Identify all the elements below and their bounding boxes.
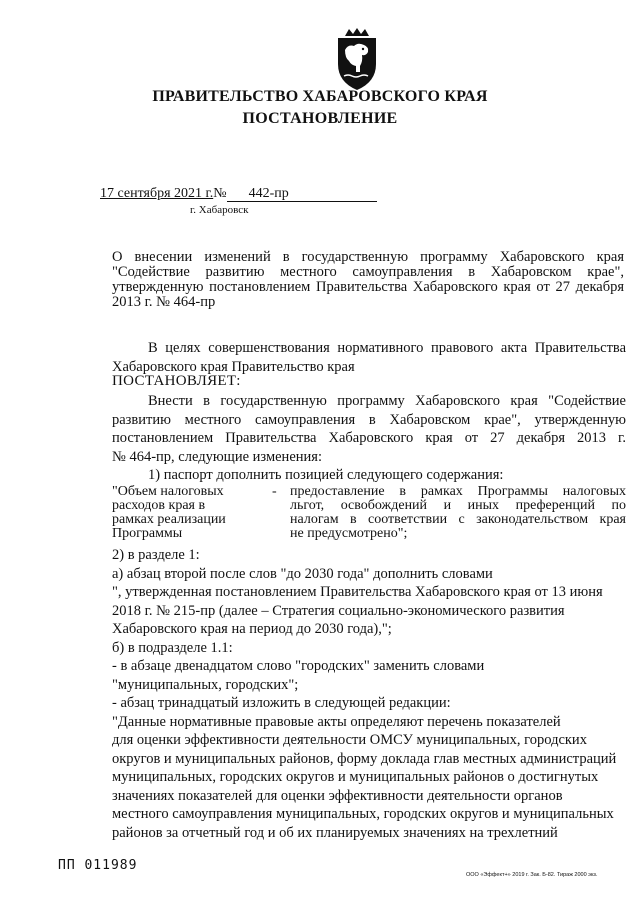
subject-line: 2013 г. № 464-пр: [112, 294, 216, 310]
subject-line: "Содействие развитию местного самоуправления в Хабаровском крае",: [112, 264, 624, 280]
printer-imprint: ООО «Эффект+» 2019 г. Зак. Б-82. Тираж 2000 экз.: [466, 872, 598, 878]
body-line: Внести в государственную программу Хабаровского края "Содействие: [148, 393, 626, 409]
table-dash: -: [272, 484, 277, 499]
body-line: ", утвержденная постановлением Правительства Хабаровского края от 13 июня: [112, 584, 603, 600]
table-left-line: рамках реализации: [112, 512, 226, 527]
body-line: Хабаровского края на период до 2030 года),";: [112, 621, 392, 637]
body-line: 1) паспорт дополнить позицией следующего содержания:: [148, 467, 504, 483]
khabarovsk-coat-of-arms-icon: [330, 28, 384, 92]
table-right-line: не предусмотрено";: [290, 526, 408, 541]
table-left-line: Программы: [112, 526, 183, 541]
body-line: округов и муниципальных районов, форму доклада глав местных администраций: [112, 750, 617, 767]
body-line: значениях показателей для оценки эффективности деятельности органов: [112, 787, 563, 804]
intro-line: В целях совершенствования нормативного правового акта Правительства: [148, 340, 626, 356]
document-city: г. Хабаровск: [190, 204, 249, 216]
body-line: а) абзац второй после слов "до 2030 года" дополнить словами: [112, 565, 493, 582]
number-sign: №: [213, 186, 227, 201]
subject-line: утвержденную постановлением Правительства Хабаровского края от 27 декабря: [112, 279, 624, 295]
body-line: муниципальных, городских округов и муниципальных районов о достигнутых: [112, 769, 599, 785]
body-line: местного самоуправления муниципальных, городских округов и муниципальных: [112, 806, 614, 822]
intro-paragraph: [112, 339, 626, 376]
body-line: 2018 г. № 215-пр (далее – Стратегия социально-экономического развития: [112, 602, 565, 619]
date-number-line: [100, 186, 377, 202]
table-right-line: льгот, освобождений и иных преференций по: [290, 498, 626, 513]
footer-serial-code: ПП 011989: [58, 858, 138, 873]
table-left-line: "Объем налоговых: [112, 484, 224, 499]
intro-line: Хабаровского края Правительство края: [112, 358, 355, 375]
body-line: - абзац тринадцатый изложить в следующей редакции:: [112, 695, 451, 711]
body-line: № 464-пр, следующие изменения:: [112, 448, 322, 465]
body-line: б) в подразделе 1.1:: [112, 639, 233, 656]
body-line: - в абзаце двенадцатом слово "городских" заменить словами: [112, 658, 485, 674]
body-line: "Данные нормативные правовые акты определяют перечень показателей: [112, 713, 561, 730]
table-right-column: [290, 485, 626, 541]
table-right-line: налогам в соответствии с законодательством края: [290, 512, 626, 527]
body-line: развитию местного самоуправления в Хабаровском крае", утвержденную: [112, 411, 626, 428]
body-line: районов за отчетный год и об их планируемых значениях на трехлетний: [112, 824, 558, 841]
table-right-line: предоставление в рамках Программы налоговых: [290, 484, 626, 499]
subject-line: О внесении изменений в государственную программу Хабаровского края: [112, 249, 624, 265]
document-date: 17 сентября 2021 г.: [100, 186, 214, 201]
document-number: 442-пр: [227, 186, 377, 202]
document-subject: [112, 250, 624, 310]
body-paragraph: [112, 392, 626, 485]
body-line: 2) в разделе 1:: [112, 547, 200, 563]
body-paragraph-continued: [112, 546, 626, 842]
body-line: "муниципальных, городских";: [112, 676, 299, 693]
table-left-line: расходов края в: [112, 498, 206, 513]
table-left-column: [112, 485, 262, 541]
decree-word: ПОСТАНОВЛЯЕТ:: [112, 373, 241, 389]
government-title: ПРАВИТЕЛЬСТВО ХАБАРОВСКОГО КРАЯ: [152, 88, 488, 105]
document-type: ПОСТАНОВЛЕНИЕ: [242, 110, 398, 127]
body-line: постановлением Правительства Хабаровского края от 27 декабря 2013 г.: [112, 430, 626, 446]
body-line: для оценки эффективности деятельности ОМСУ муниципальных, городских: [112, 732, 587, 748]
